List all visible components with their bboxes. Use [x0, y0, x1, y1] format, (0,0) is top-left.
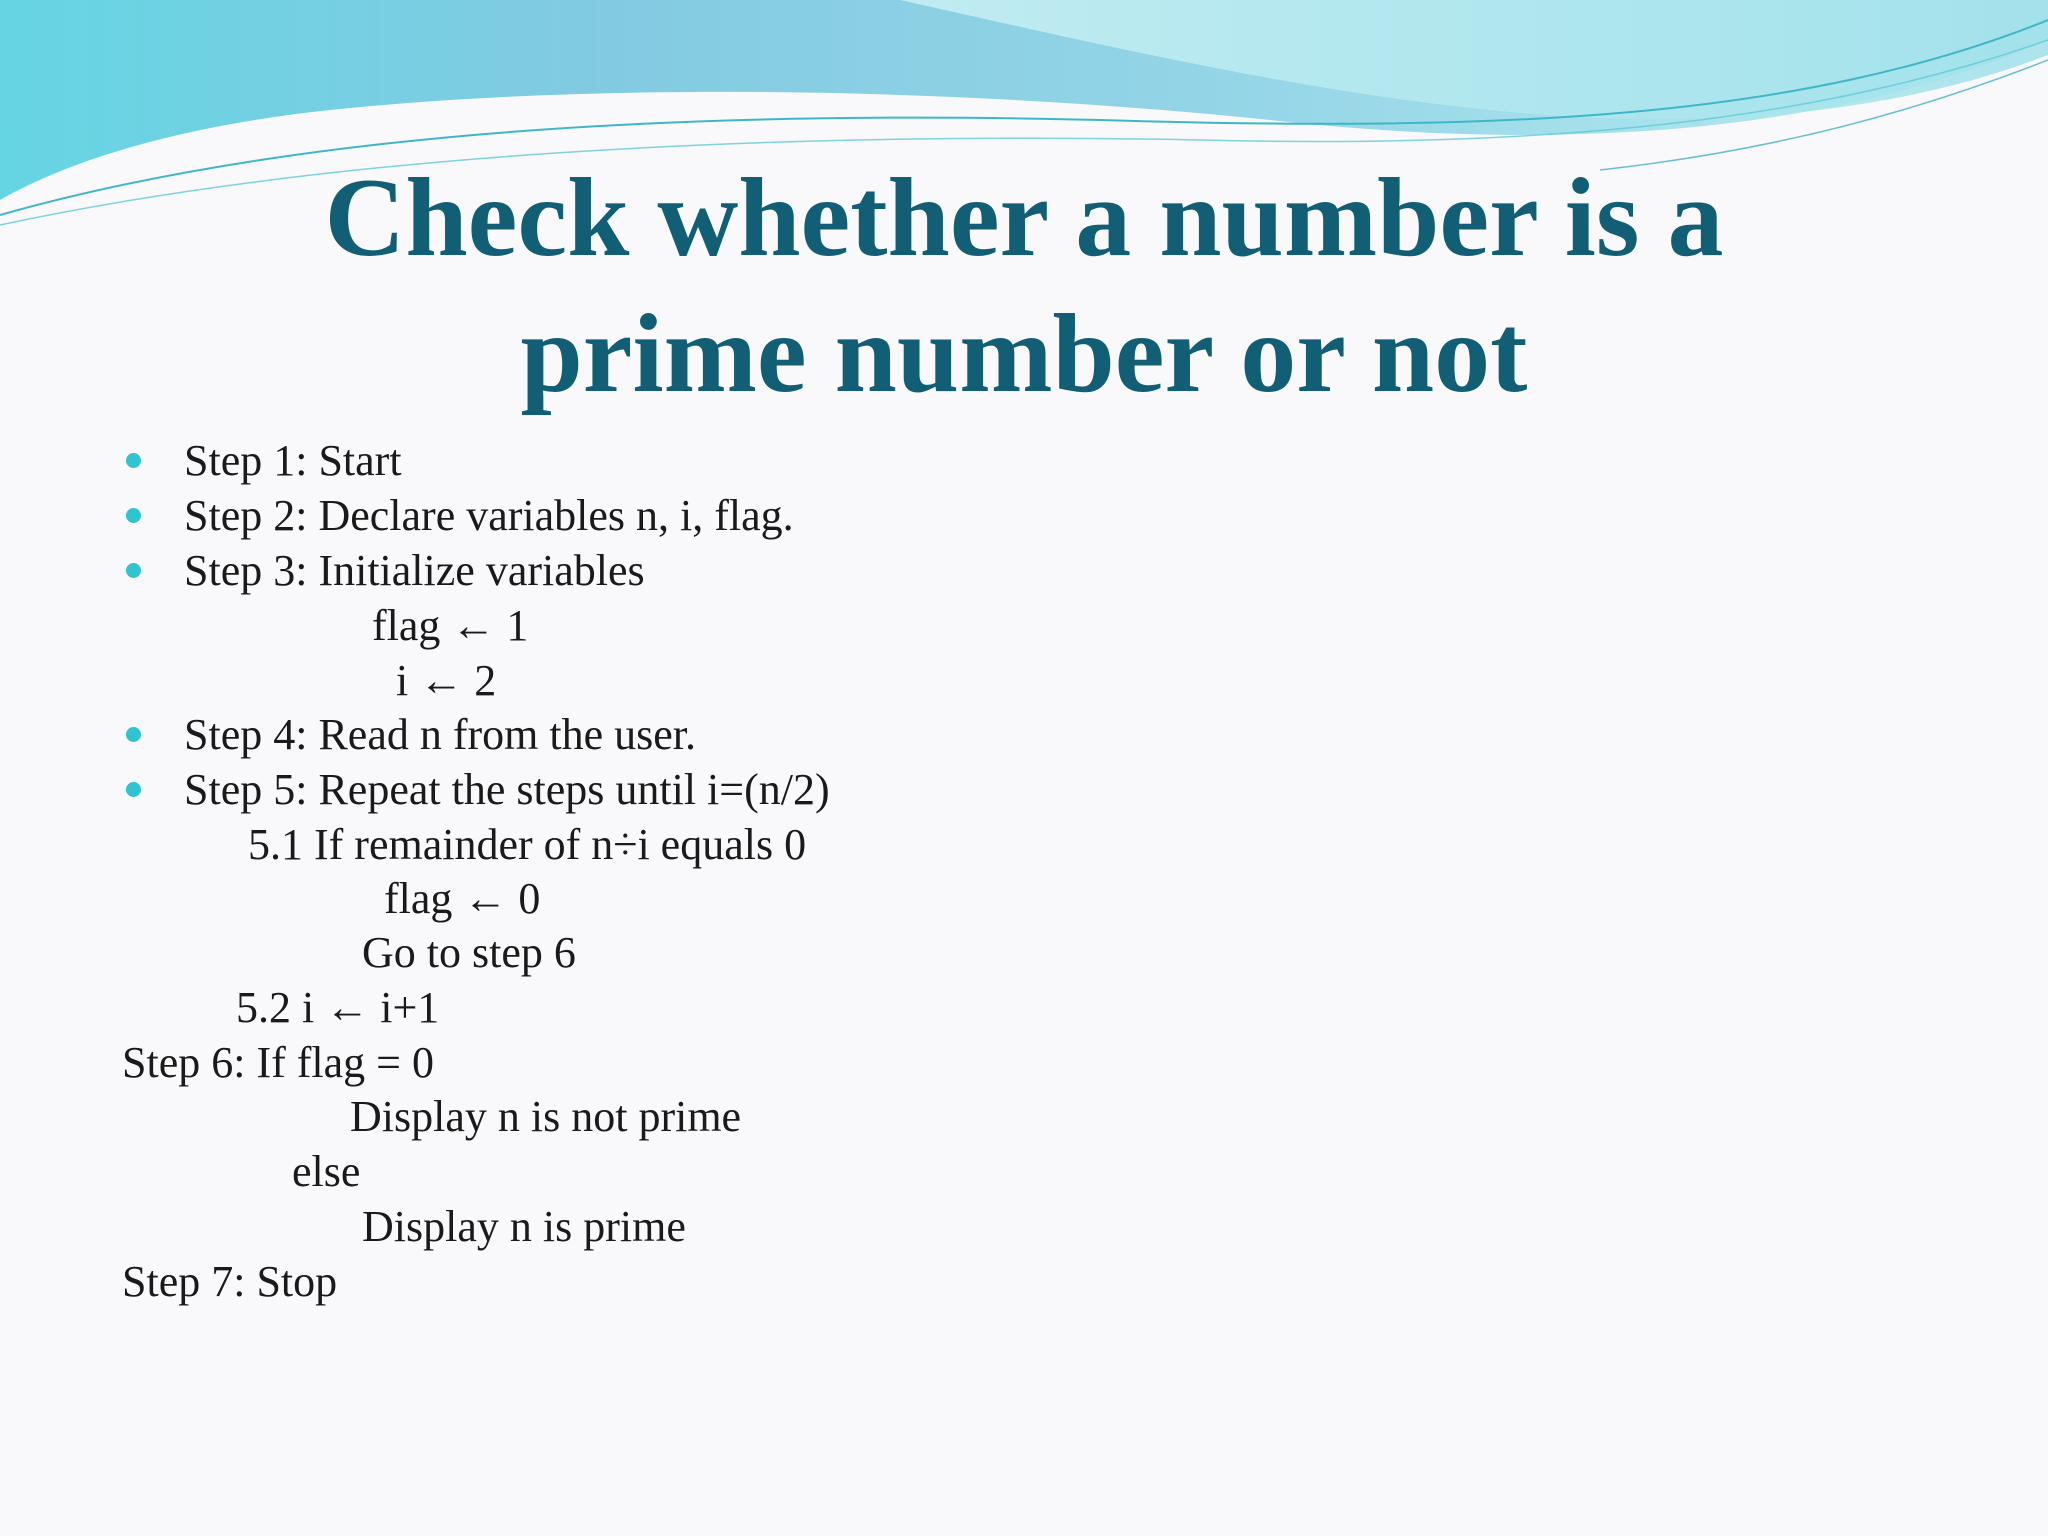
step-5-2: 5.2 i ← i+1 [236, 983, 440, 1032]
title-line-2: prime number or not [520, 292, 1528, 416]
step-6-else: else [292, 1147, 361, 1196]
step-6-not-prime: Display n is not prime [350, 1092, 742, 1141]
bullet-dot-icon [126, 563, 141, 578]
step-5-1-flag: flag ← 0 [384, 874, 541, 923]
bullet-dot-icon [126, 453, 141, 468]
step-5-1: 5.1 If remainder of n÷i equals 0 [248, 820, 807, 869]
step-5-1-goto: Go to step 6 [362, 928, 576, 977]
step-3-flag-init: flag ← 1 [372, 601, 529, 650]
title-line-1: Check whether a number is a [324, 156, 1724, 280]
step-4: Step 4: Read n from the user. [184, 710, 697, 759]
step-7: Step 7: Stop [122, 1257, 338, 1306]
step-1: Step 1: Start [184, 436, 402, 485]
step-6-prime: Display n is prime [362, 1202, 686, 1251]
step-6: Step 6: If flag = 0 [122, 1038, 434, 1087]
bullet-dot-icon [126, 508, 141, 523]
step-3-i-init: i ← 2 [396, 656, 497, 705]
step-2: Step 2: Declare variables n, i, flag. [184, 491, 794, 540]
bullet-dot-icon [126, 782, 141, 797]
step-3: Step 3: Initialize variables [184, 546, 645, 595]
bullet-dot-icon [126, 727, 141, 742]
step-5: Step 5: Repeat the steps until i=(n/2) [184, 765, 830, 814]
